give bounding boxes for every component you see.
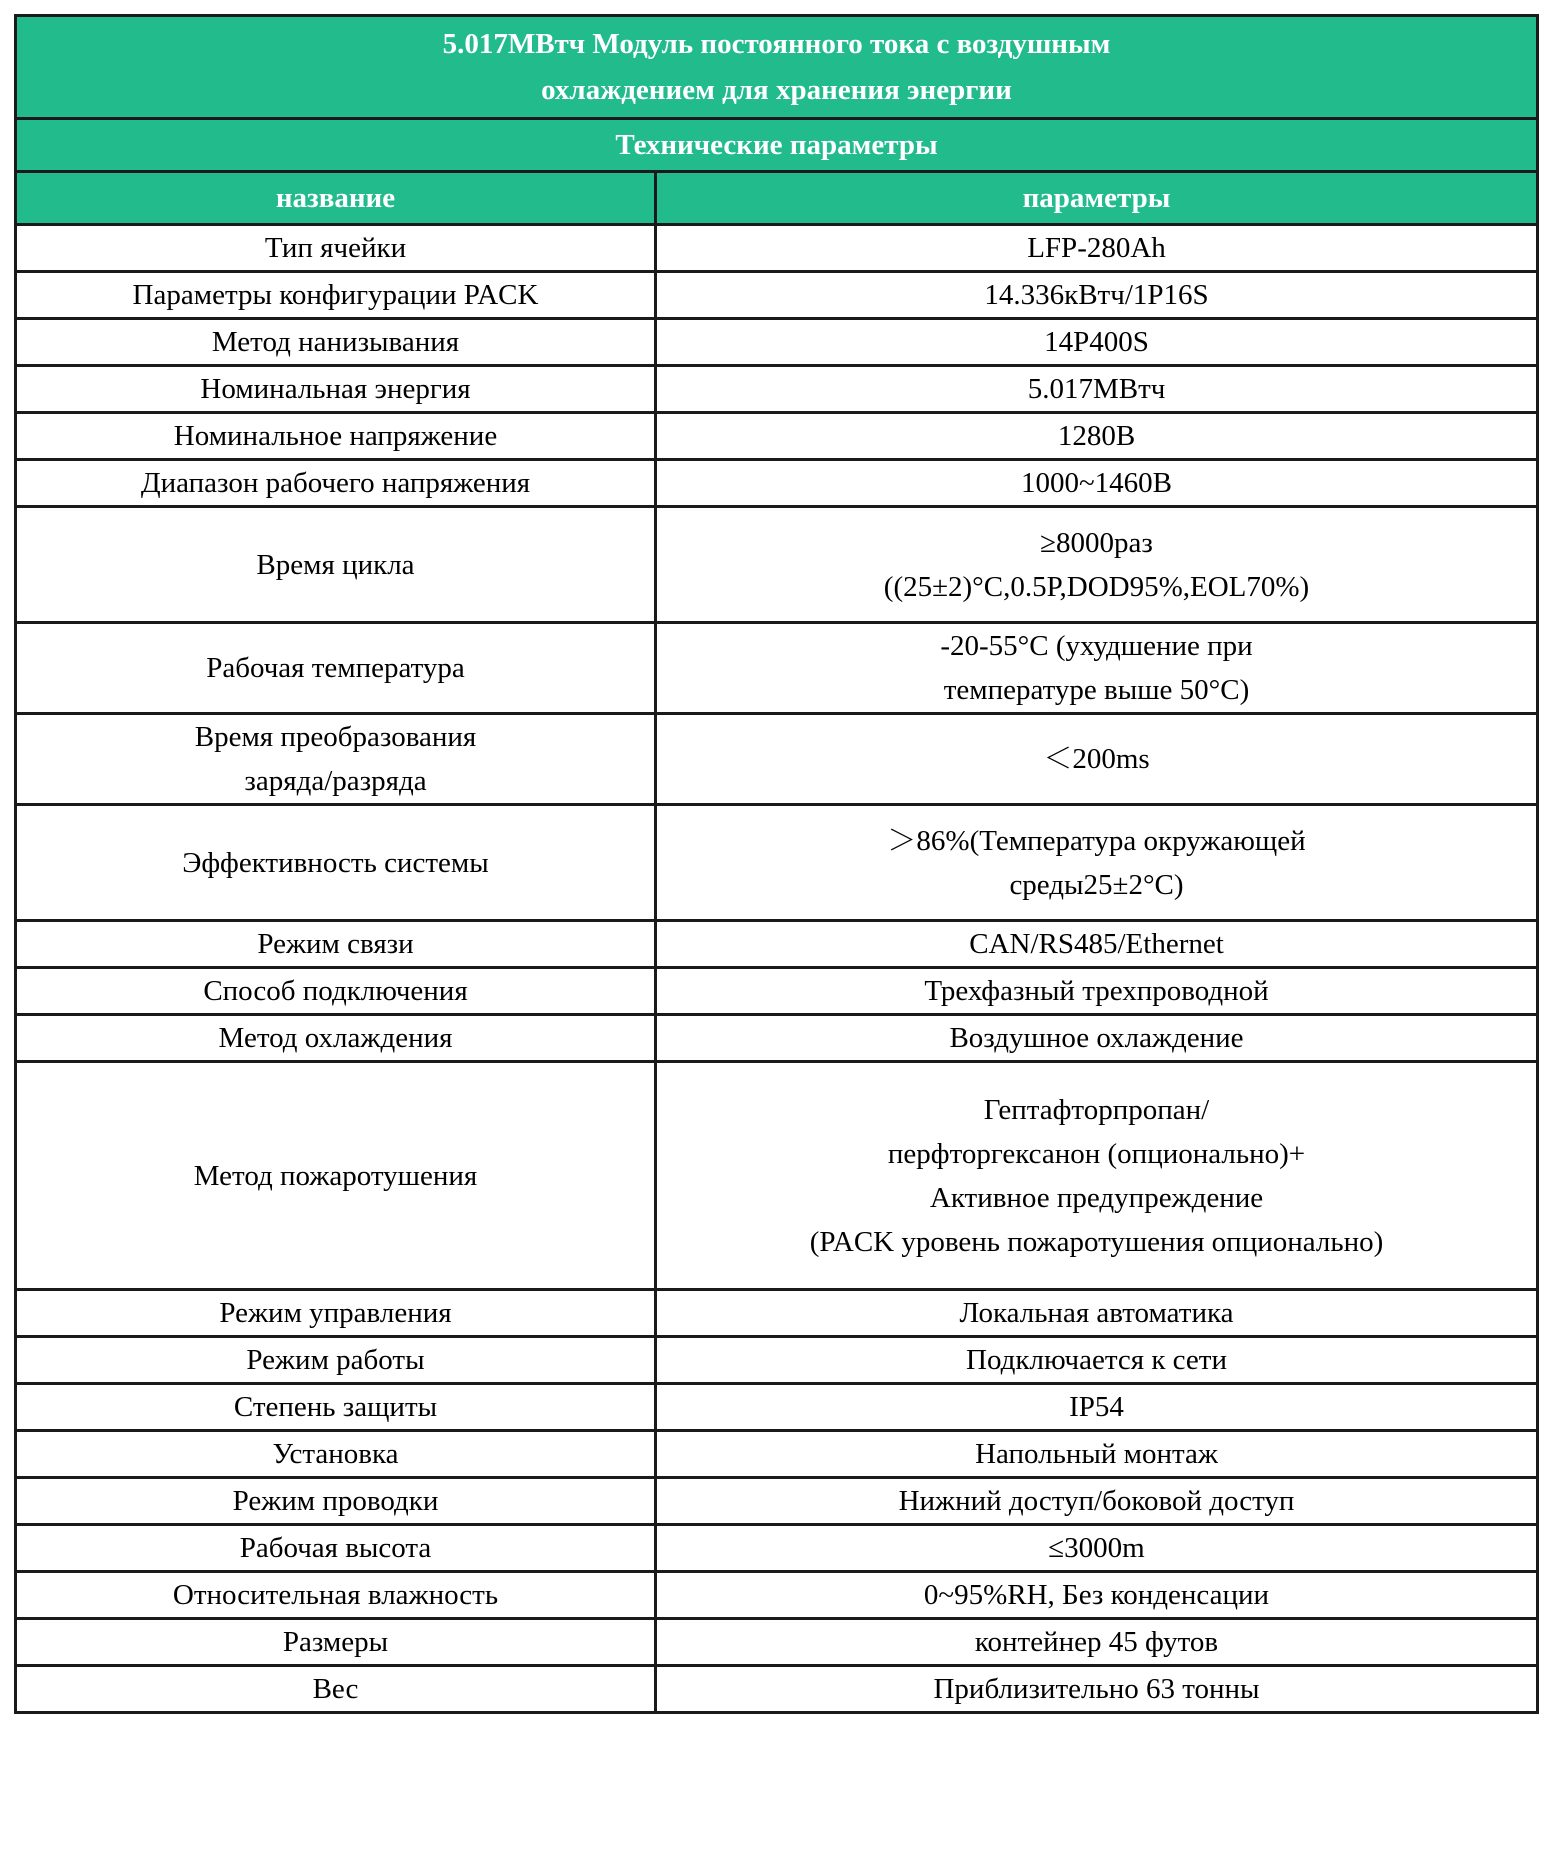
param-value-cell: [656, 1572, 1538, 1619]
param-name-cell-text: Режим проводки: [232, 1485, 439, 1517]
title-line-2: охлаждением для хранения энергии: [541, 74, 1012, 106]
param-value-cell: [656, 1015, 1538, 1062]
table-row: [16, 1619, 1538, 1666]
title-line-1: 5.017МВтч Модуль постоянного тока с воздушным: [442, 28, 1111, 60]
param-value-cell: [656, 413, 1538, 460]
param-value-cell: [656, 1337, 1538, 1384]
param-name-cell-text: Рабочая температура: [206, 652, 465, 684]
table-title: [16, 16, 1538, 119]
param-value-cell: [656, 225, 1538, 272]
column-header-params: параметры: [656, 172, 1538, 225]
subtitle-row: [16, 119, 1538, 172]
column-header-name: название: [16, 172, 656, 225]
param-value-cell: [656, 460, 1538, 507]
param-value-cell: [656, 1666, 1538, 1713]
param-value-cell-text: ((25±2)°C,0.5P,DOD95%,EOL70%): [883, 570, 1310, 603]
param-name-cell: [16, 1337, 656, 1384]
param-name-cell: [16, 460, 656, 507]
table-row: [16, 272, 1538, 319]
param-name-cell: [16, 1290, 656, 1337]
table-subtitle: Технические параметры: [16, 119, 1538, 172]
param-value-cell: [656, 1431, 1538, 1478]
param-value-cell-text: Активное предупреждение: [929, 1181, 1264, 1214]
param-name-cell-text: Эффективность системы: [182, 846, 489, 879]
param-value-cell: [656, 1525, 1538, 1572]
param-name-cell-text: Метод охлаждения: [218, 1022, 453, 1054]
param-name-cell: [16, 968, 656, 1015]
param-name-cell: [16, 272, 656, 319]
param-name-cell: [16, 714, 656, 805]
param-name-cell: [16, 1572, 656, 1619]
param-value-cell: [656, 921, 1538, 968]
param-value-cell-text: среды25±2°C): [1009, 868, 1184, 901]
param-value-cell-text: перфторгексанон (опционально)+: [887, 1137, 1306, 1170]
param-name-cell: [16, 366, 656, 413]
param-name-cell-text: Размеры: [282, 1626, 389, 1658]
param-value-cell: [656, 507, 1538, 623]
param-value-cell-text: Подключается к сети: [966, 1344, 1227, 1376]
param-name-cell: [16, 507, 656, 623]
param-value-cell-text: Локальная автоматика: [959, 1297, 1234, 1329]
param-name-cell: [16, 1062, 656, 1290]
table-row: [16, 805, 1538, 921]
param-name-cell: [16, 1619, 656, 1666]
param-value-cell-text: 1000~1460В: [1020, 467, 1173, 499]
param-value-cell: [656, 968, 1538, 1015]
param-name-cell: [16, 623, 656, 714]
param-value-cell: [656, 272, 1538, 319]
param-value-cell: [656, 714, 1538, 805]
param-value-cell-text: -20-55°C (ухудшение при: [940, 630, 1253, 662]
param-value-cell-text: Гептафторпропан/: [983, 1093, 1210, 1126]
param-value-cell: [656, 1478, 1538, 1525]
param-name-cell: [16, 413, 656, 460]
table-row: [16, 1525, 1538, 1572]
table-row: [16, 1015, 1538, 1062]
param-value-cell-text: CAN/RS485/Ethernet: [969, 928, 1224, 960]
param-value-cell: [656, 1619, 1538, 1666]
param-name-cell-text: Рабочая высота: [239, 1532, 432, 1564]
param-value-cell-text: ＜200ms: [1043, 743, 1150, 775]
table-row: [16, 507, 1538, 623]
param-name-cell: [16, 1525, 656, 1572]
param-name-cell: [16, 1015, 656, 1062]
table-row: [16, 1478, 1538, 1525]
table-row: [16, 225, 1538, 272]
param-name-cell: [16, 805, 656, 921]
param-value-cell-text: температуре выше 50°C): [943, 674, 1250, 706]
param-name-cell-text: Параметры конфигурации PACK: [132, 279, 539, 311]
param-value-cell-text: контейнер 45 футов: [974, 1626, 1219, 1658]
param-name-cell-text: Диапазон рабочего напряжения: [140, 467, 531, 499]
param-name-cell-text: Метод пожаротушения: [193, 1159, 478, 1192]
param-name-cell-text: Вес: [312, 1673, 359, 1705]
table-row: [16, 413, 1538, 460]
param-value-cell-text: 14P400S: [1044, 326, 1149, 358]
table-row: [16, 366, 1538, 413]
param-value-cell-text: Воздушное охлаждение: [949, 1022, 1244, 1054]
param-value-cell: [656, 623, 1538, 714]
param-name-cell-text: Режим связи: [257, 928, 414, 960]
table-row: [16, 460, 1538, 507]
table-row: [16, 714, 1538, 805]
table-row: [16, 1384, 1538, 1431]
param-value-cell-text: ≤3000m: [1048, 1532, 1145, 1564]
param-value-cell-text: 5.017МВтч: [1027, 373, 1166, 405]
table-row: [16, 1572, 1538, 1619]
param-name-cell: [16, 1478, 656, 1525]
param-name-cell: [16, 319, 656, 366]
column-header-row: [16, 172, 1538, 225]
param-name-cell: [16, 1384, 656, 1431]
param-name-cell-text: Режим управления: [219, 1297, 452, 1329]
spec-table: [14, 14, 1539, 1714]
param-name-cell-text: Метод нанизывания: [211, 326, 460, 358]
table-row: [16, 1062, 1538, 1290]
table-row: [16, 1337, 1538, 1384]
param-value-cell: [656, 319, 1538, 366]
param-name-cell-text: Тип ячейки: [264, 232, 407, 264]
param-value-cell-text: (PACK уровень пожаротушения опционально): [809, 1225, 1384, 1258]
param-value-cell: [656, 805, 1538, 921]
table-row: [16, 623, 1538, 714]
table-row: [16, 968, 1538, 1015]
param-value-cell: [656, 366, 1538, 413]
param-name-cell: [16, 1666, 656, 1713]
param-value-cell-text: IP54: [1069, 1391, 1124, 1423]
param-name-cell: [16, 1431, 656, 1478]
param-value-cell: [656, 1384, 1538, 1431]
param-value-cell-text: 14.336кВтч/1P16S: [984, 279, 1209, 311]
param-value-cell-text: ≥8000раз: [1040, 526, 1153, 559]
param-value-cell-text: 0~95%RH, Без конденсации: [923, 1579, 1270, 1611]
param-name-cell-text: Номинальная энергия: [200, 373, 471, 405]
table-row: [16, 921, 1538, 968]
param-name-cell-text: Время цикла: [256, 548, 415, 581]
param-value-cell-text: Нижний доступ/боковой доступ: [898, 1485, 1295, 1517]
param-name-cell-text: заряда/разряда: [244, 765, 427, 797]
param-value-cell-text: Приблизительно 63 тонны: [933, 1673, 1260, 1705]
param-value-cell: [656, 1290, 1538, 1337]
param-name-cell-text: Степень защиты: [233, 1391, 438, 1423]
table-row: [16, 319, 1538, 366]
param-name-cell: [16, 225, 656, 272]
param-value-cell-text: 1280В: [1057, 420, 1136, 452]
param-value-cell-text: Напольный монтаж: [975, 1438, 1218, 1470]
title-row: [16, 16, 1538, 119]
param-value-cell-text: ＞86%(Температура окружающей: [887, 824, 1306, 857]
param-name-cell: [16, 921, 656, 968]
param-name-cell-text: Установка: [272, 1438, 399, 1470]
param-name-cell-text: Способ подключения: [203, 975, 468, 1007]
param-value-cell: [656, 1062, 1538, 1290]
param-name-cell-text: Режим работы: [246, 1344, 425, 1376]
param-name-cell-text: Относительная влажность: [172, 1579, 499, 1611]
param-name-cell-text: Время преобразования: [194, 721, 477, 753]
table-row: [16, 1431, 1538, 1478]
param-value-cell-text: LFP-280Ah: [1027, 232, 1166, 264]
table-row: [16, 1290, 1538, 1337]
param-name-cell-text: Номинальное напряжение: [173, 420, 498, 452]
param-value-cell-text: Трехфазный трехпроводной: [924, 975, 1269, 1007]
table-row: [16, 1666, 1538, 1713]
